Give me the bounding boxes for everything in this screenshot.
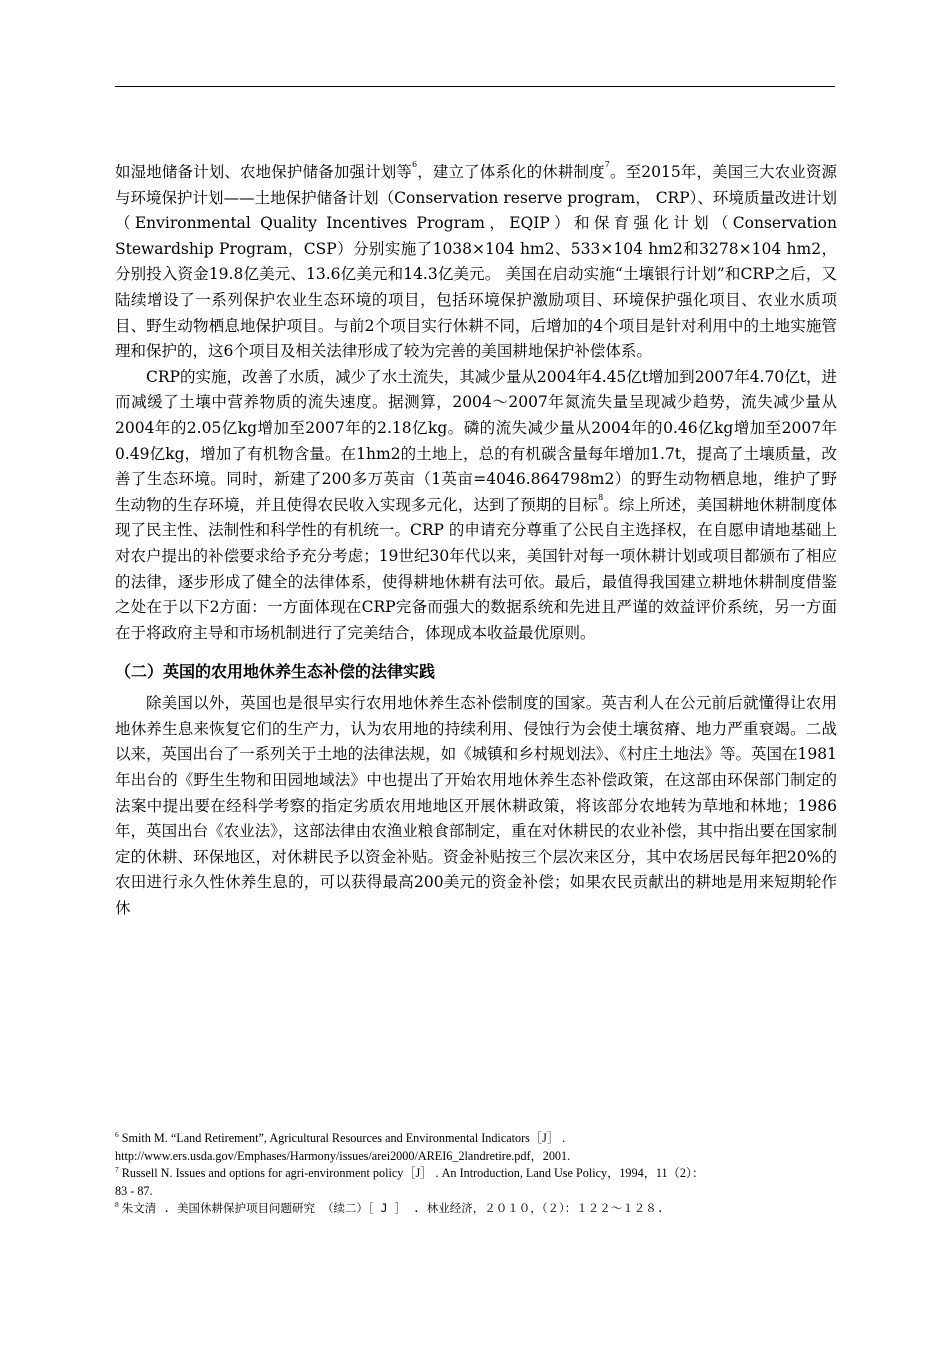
paragraph-us-programs [115, 160, 837, 365]
footnote-ref: 6 [411, 160, 418, 169]
footnotes [115, 1130, 837, 1218]
footnote-text: 朱文清 . 美国休耕保护项目问题研究 （续二）［ J ］ . 林业经济，２０１０，（２）：１２２～１２８. [121, 1201, 664, 1215]
paragraph-uk-practice [115, 691, 837, 921]
footnote-ref: 8 [598, 492, 604, 502]
footnote-text: Smith M. “Land Retirement”, Agricultural Resources and Environmental Indicators［J］ . [121, 1131, 566, 1145]
text-run: 除美国以外，英国也是很早实行农用地休养生态补偿制度的国家。英吉利人在公元前后就懂得让农用地休养生息来恢复它们的生产力，认为农用地的持续利用、侵蚀行为会使土壤贫瘠、地力严重衰竭。二战以来，英国出台了一系列关于土地的法律法规，如《城镇和乡村规划法》、《村庄土地法》等。英国在1981年出台的《野生生物和田园地域法》中也提出了开始农用地休养生态补偿政策，在这部由环保部门制定的法案中提出要在经科学考察的指定劣质农用地地区开展休耕政策，将该部分农地转为草地和林地；1986年，英国出台《农业法》，这部法律由农渔业粮食部制定，重在对休耕民的农业补偿，其中指出要在国家制定的休耕、环保地区，对休耕民予以资金补贴。资金补贴按三个层次来区分，其中农场居民每年把20%的农田进行永久性休养生息的，可以获得最高200美元的资金补偿；如果农民贡献出的耕地是用来短期轮作休 [115, 694, 837, 918]
section-heading: （二）英国的农用地休养生态补偿的法律实践 [115, 662, 436, 682]
footnote-7-pages: 83 - 87. [115, 1183, 153, 1198]
footnote-mark: 6 [115, 1130, 119, 1139]
paragraph-crp-effects [115, 365, 837, 647]
text-run: ，建立了体系化的休耕制度 [417, 163, 605, 181]
footnote-7 [115, 1165, 837, 1183]
text-run: 。至2015年，美国三大农业资源与环境保护计划——土地保护储备计划（Conservation reserve program， CRP）、环境质量改进计划（Environmental Quality Incentives Program，EQIP）和保育强化计划（Conservation Stewardship Program，CSP）分别实施了1038×104 hm2、533×104 hm2和3278×104 hm2，分别投入资金19.8亿美元、13.6亿美元和14.3亿美元。 美国在启动实施“土壤银行计划”和CRP之后，又陆续增设了一系列保护农业生态环境的项目，包括环境保护激励项目、环境保护强化项目、农业水质项目、野生动物栖息地保护项目。与前2个项目实行休耕不同，后增加的4个项目是针对利用中的土地实施管理和保护的，这6个项目及相关法律形成了较为完善的美国耕地保护补偿体系。 [115, 163, 837, 361]
text-run: 。综上所述，美国耕地休耕制度体现了民主性、法制性和科学性的有机统一。CRP 的申请充分尊重了公民自主选择权，在自愿申请地基础上对农户提出的补偿要求给予充分考虑；19世纪30年代以来，美国针对每一项休耕计划或项目都颁布了相应的法律，逐步形成了健全的法律体系，使得耕地休耕有法可依。最后，最值得我国建立耕地休耕制度借鉴之处在于以下2方面：一方面体现在CRP完备而强大的数据系统和先进且严谨的效益评价系统，另一方面在于将政府主导和市场机制进行了完美结合，体现成本收益最优原则。 [115, 495, 837, 642]
footnote-text: Russell N. Issues and options for agri-environment policy［J］ . An Introduction, Land Use Policy，1994，11（2）： [121, 1166, 705, 1180]
footnote-mark: 8 [115, 1200, 119, 1209]
footnote-mark: 7 [115, 1165, 119, 1174]
footnote-6 [115, 1130, 837, 1148]
footnote-8 [115, 1200, 837, 1218]
text-run: 如湿地储备计划、农地保护储备加强计划等 [115, 163, 412, 181]
text-run: CRP的实施，改善了水质，减少了水土流失，其减少量从2004年4.45亿t增加到2007年4.70亿t，进而减缓了土壤中营养物质的流失速度。据测算，2004～2007年氮流失量呈现减少趋势，流失减少量从2004年的2.05亿kg增加至2007年的2.18亿kg。磷的流失减少量从2004年的0.46亿kg增加至2007年0.49亿kg，增加了有机物含量。在1hm2的土地上，总的有机碳含量每年增加1.7t，提高了土壤质量，改善了生态环境。同时，新建了200多万英亩（1英亩=4046.864798m2）的野生动物栖息地，维护了野生动物的生存环境，并且使得农民收入实现多元化，达到了预期的目标 [115, 367, 837, 514]
footnote-6-url: http://www.ers.usda.gov/Emphases/Harmony/issues/arei2000/AREI6_2landretire.pdf，2001. [115, 1148, 571, 1163]
main-body [115, 160, 837, 922]
header-rule [115, 86, 835, 87]
footnote-ref: 7 [604, 160, 610, 169]
